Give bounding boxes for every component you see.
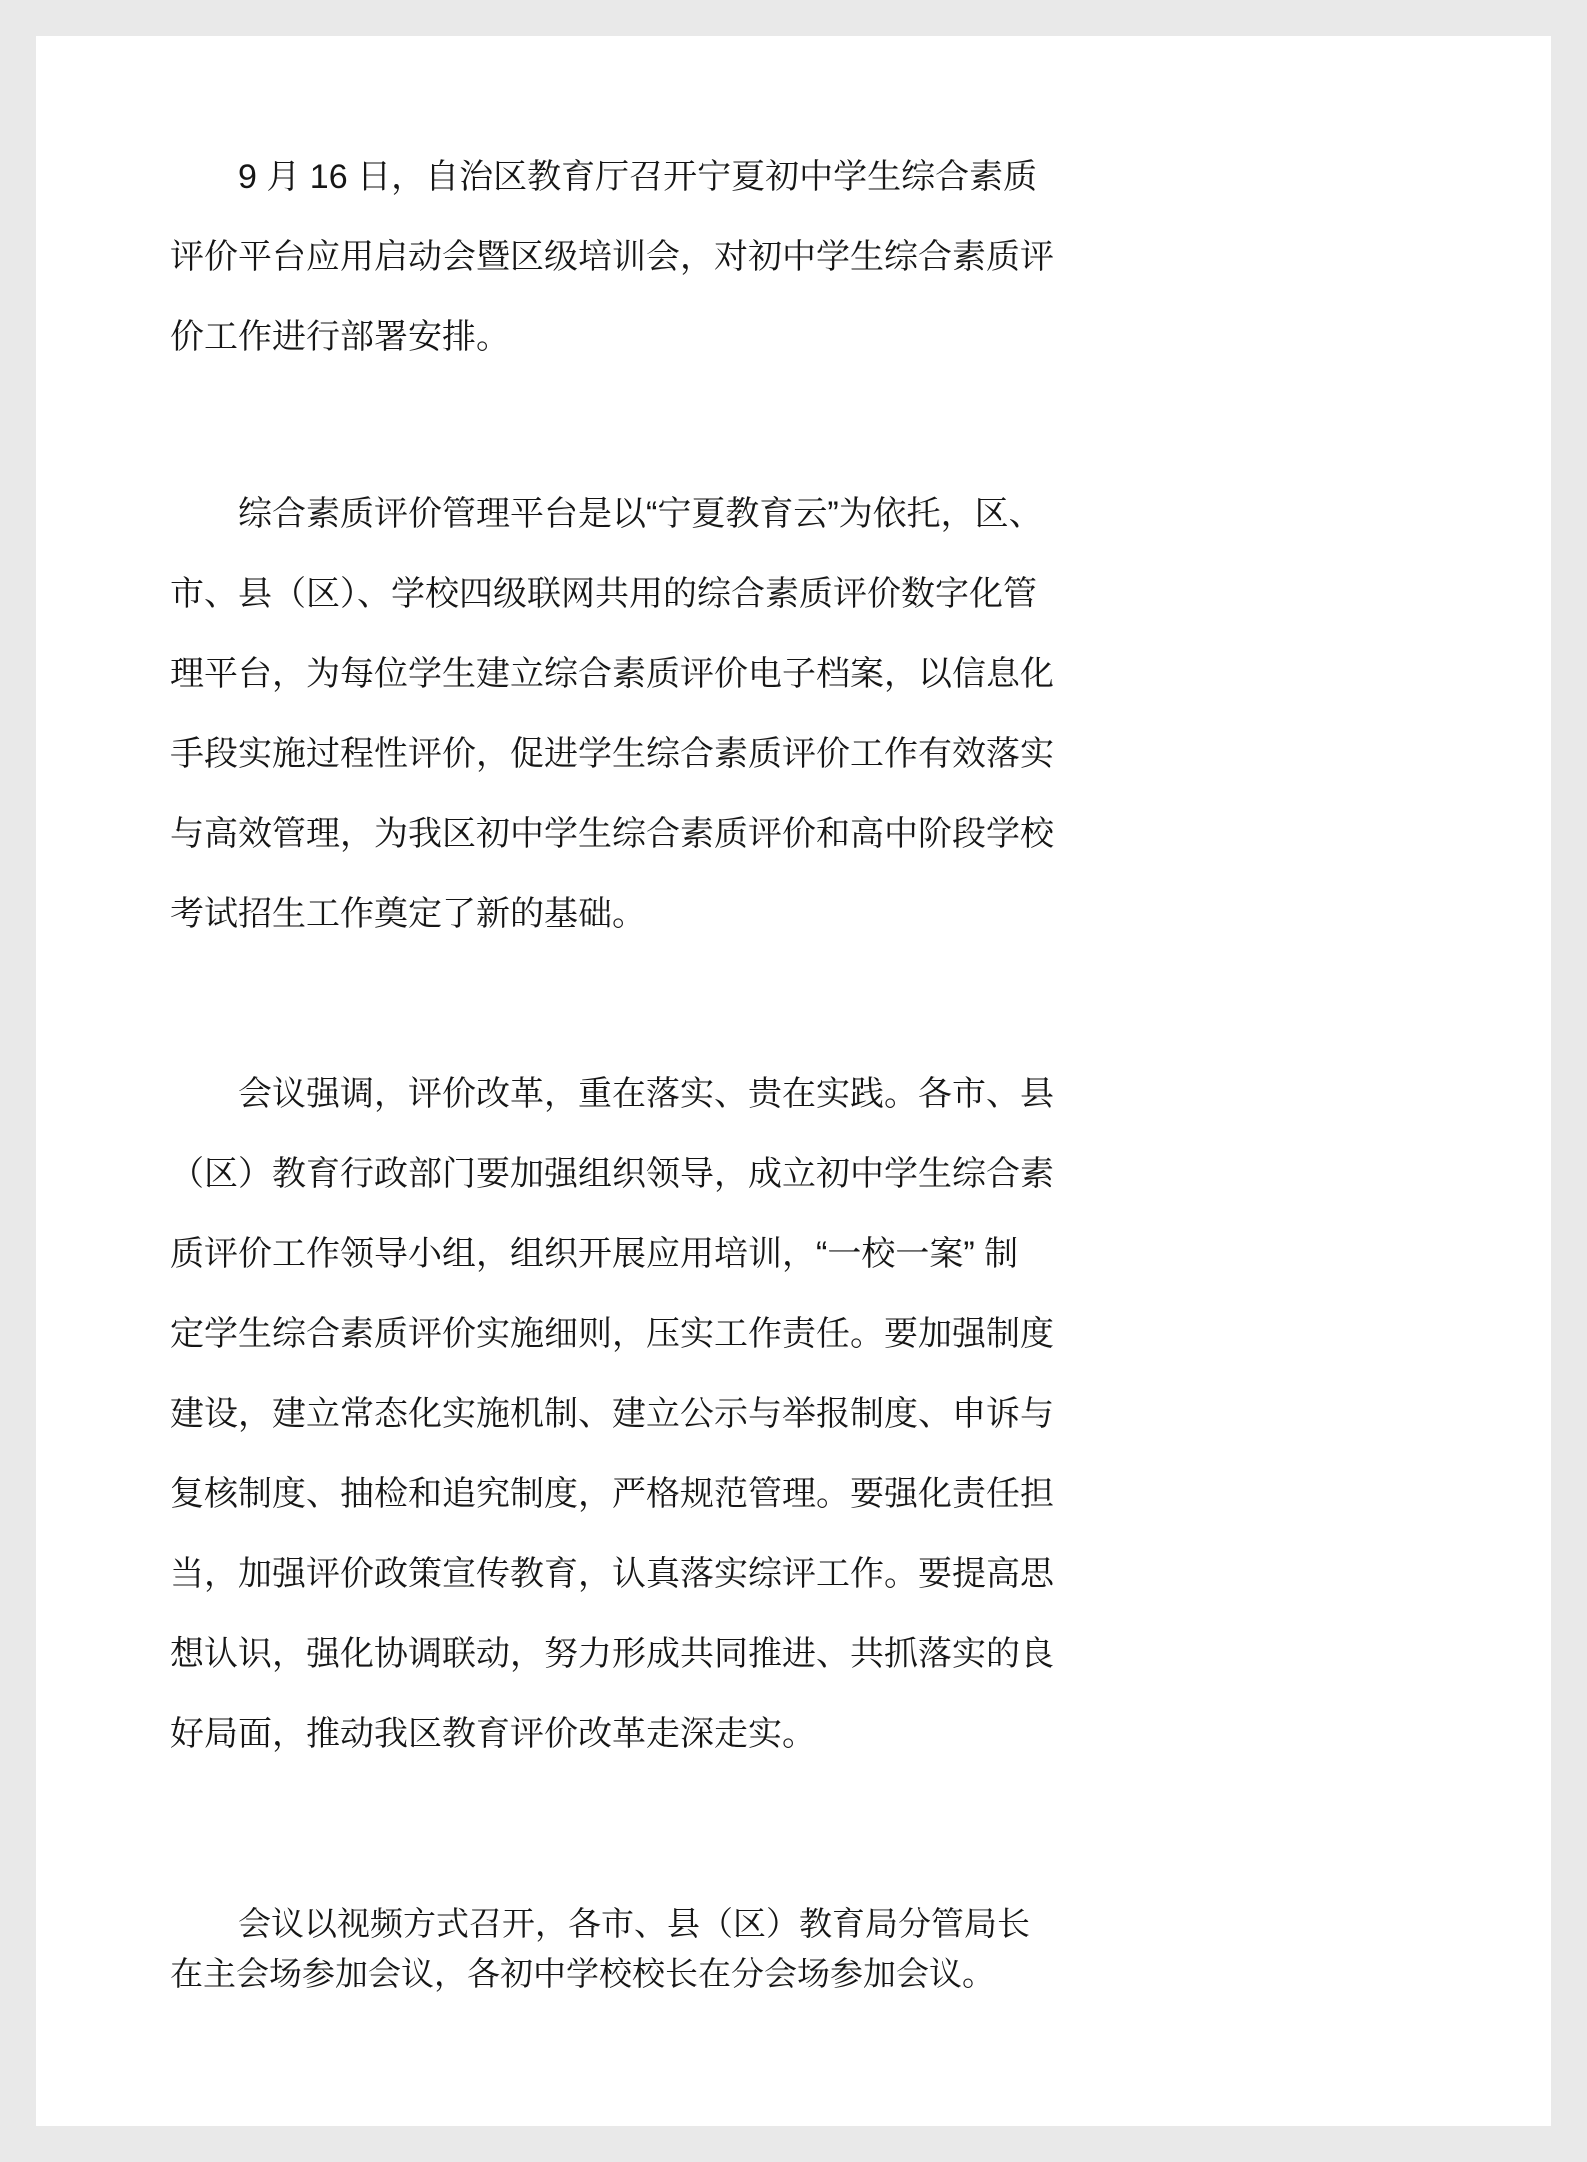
text-line: 在主会场参加会议，各初中学校校长在分会场参加会议。 [170,1955,995,1992]
text-line: 市、县（区）、学校四级联网共用的综合素质评价数字化管 [170,575,1037,613]
text-line: 当，加强评价政策宣传教育，认真落实综评工作。要提高思 [170,1555,1054,1593]
document-page [36,36,1551,2126]
document-body-text [170,137,1054,1999]
text-line: 好局面，推动我区教育评价改革走深走实。 [170,1715,816,1753]
paragraph-platform-description [170,474,1054,954]
paragraph-meeting-format [170,1899,1030,1999]
text-line: （区）教育行政部门要加强组织领导，成立初中学生综合素 [170,1155,1054,1193]
text-line: 定学生综合素质评价实施细则，压实工作责任。要加强制度 [170,1315,1054,1353]
paragraph-meeting-announcement [170,137,1054,377]
paragraph-meeting-requirements [170,1054,1054,1774]
text-line: 会议强调，评价改革，重在落实、贵在实践。各市、县 [238,1075,1054,1113]
text-line: 价工作进行部署安排。 [170,318,510,356]
text-line: 与高效管理，为我区初中学生综合素质评价和高中阶段学校 [170,815,1054,853]
text-line: 评价平台应用启动会暨区级培训会，对初中学生综合素质评 [170,238,1054,276]
text-line: 9 月 16 日，自治区教育厅召开宁夏初中学生综合素质 [238,158,1038,196]
text-line: 理平台，为每位学生建立综合素质评价电子档案，以信息化 [170,655,1054,693]
text-line: 建设，建立常态化实施机制、建立公示与举报制度、申诉与 [170,1395,1054,1433]
text-line: 手段实施过程性评价，促进学生综合素质评价工作有效落实 [170,735,1054,773]
text-line: 会议以视频方式召开，各市、县（区）教育局分管局长 [238,1905,1030,1942]
text-line: 质评价工作领导小组，组织开展应用培训，“一校一案” 制 [170,1235,1019,1273]
text-line: 综合素质评价管理平台是以“宁夏教育云”为依托，区、 [238,495,1043,533]
text-line: 复核制度、抽检和追究制度，严格规范管理。要强化责任担 [170,1475,1054,1513]
text-line: 考试招生工作奠定了新的基础。 [170,895,646,933]
text-line: 想认识，强化协调联动，努力形成共同推进、共抓落实的良 [170,1635,1054,1673]
